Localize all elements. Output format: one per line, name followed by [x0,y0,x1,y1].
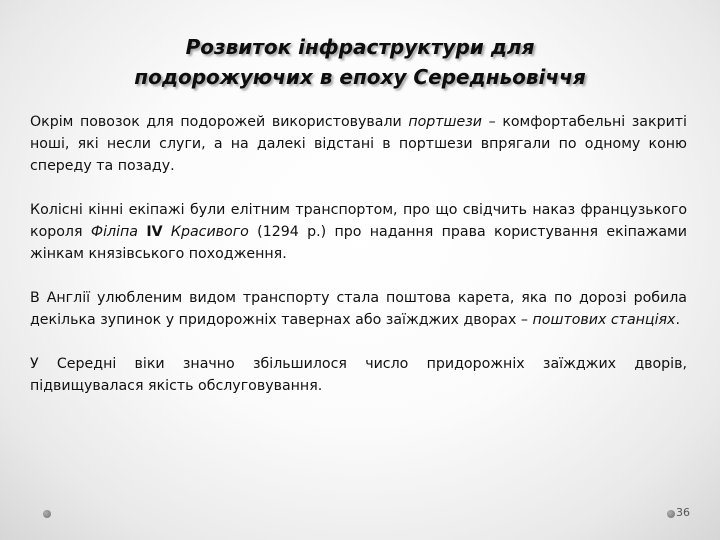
paragraph-text: – комфортабельні закриті ноші, які несли слуги, а на далекі відстані в портшези впрягали по одному коню спереду та позаду. [30,114,687,174]
paragraph-text: . [675,312,680,328]
page-number: 36 [676,506,690,519]
king-numeral: IV [146,224,163,240]
slide-title [40,32,680,92]
paragraph-inns [30,353,687,397]
paragraph-postal-coach [30,287,687,331]
slide-title-line-1: Розвиток інфраструктури для [185,35,535,59]
paragraph-text: (1294 р.) про надання права користування екіпажами жінкам князівського походження. [30,224,687,262]
term-portshezy: портшези [408,114,483,130]
paragraph-text: Колісні кінні екіпажі були елітним транспортом, про що свідчить наказ французького короля [30,202,687,240]
paragraph-carriages [30,199,687,265]
term-postal-stations: поштових станціях [532,312,676,328]
paragraph-portshezy [30,111,687,177]
paragraph-text: В Англії улюбленим видом транспорту стала поштова карета, яка по дорозі робила декілька зупинок у придорожніх тавернах або заїжджих дворах – [30,290,687,328]
king-name-filip: Філіпа [90,224,138,240]
paragraph-text: Окрім повозок для подорожей використовували [30,114,409,130]
king-epithet: Красивого [170,224,249,240]
slide-title-line-2: подорожуючих в епоху Середньовіччя [134,65,586,89]
paragraph-text: У Середні віки значно збільшилося число придорожніх заїжджих дворів, підвищувалася якість обслуговування. [30,356,687,394]
decorative-dot-left [43,510,51,518]
decorative-dot-right [667,510,675,518]
slide-body [30,111,687,397]
